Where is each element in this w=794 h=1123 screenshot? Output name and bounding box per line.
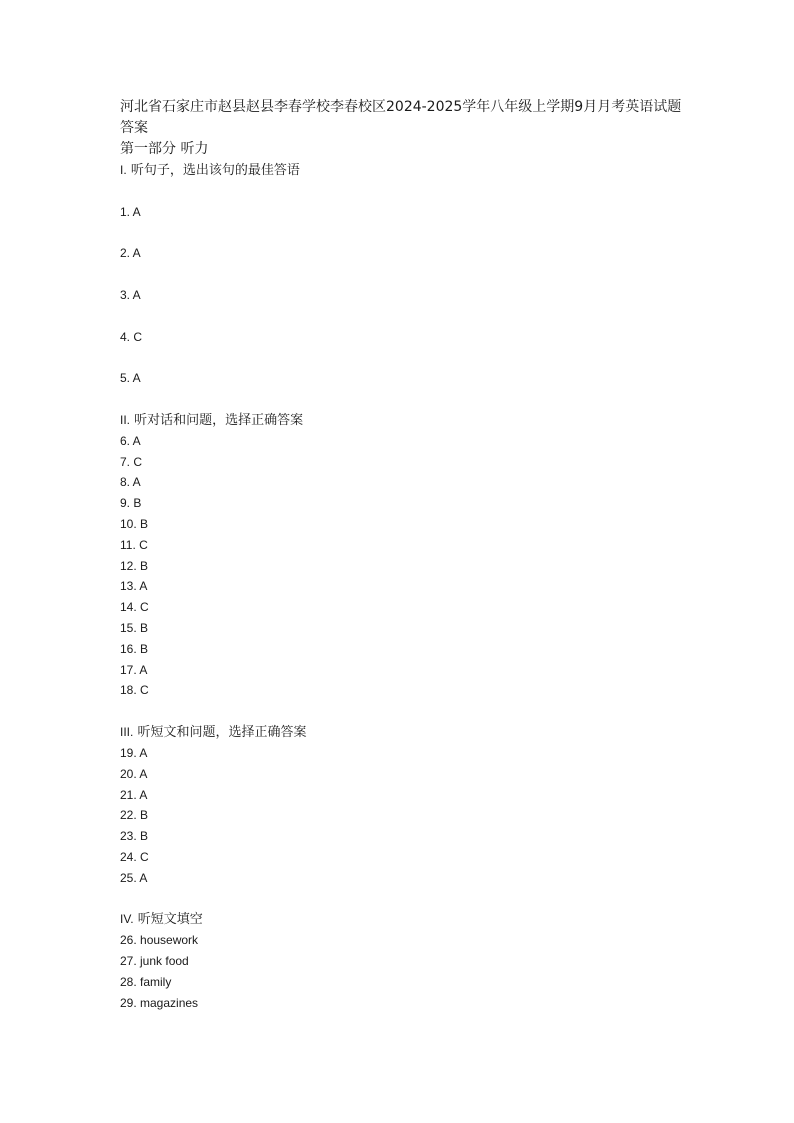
section-roman-2: II. xyxy=(120,412,131,427)
section-heading-2 xyxy=(120,410,700,431)
section-heading-text-2: 听对话和问题，选择正确答案 xyxy=(134,412,304,428)
answer-item: 8. A xyxy=(120,475,141,490)
answer-item: 3. A xyxy=(120,287,141,302)
document-page xyxy=(120,97,700,1013)
section-heading-text-4: 听短文填空 xyxy=(137,912,203,928)
answer-item: 25. A xyxy=(120,870,148,885)
answer-item: 28. family xyxy=(120,974,172,989)
answer-item: 17. A xyxy=(120,662,148,677)
answer-item: 5. A xyxy=(120,371,141,386)
spacer xyxy=(120,701,700,722)
section-roman-3: III. xyxy=(120,724,134,739)
answer-item: 1. A xyxy=(120,204,141,219)
document-title: 河北省石家庄市赵县赵县李春学校李春校区2024-2025学年八年级上学期9月月考英语试题 xyxy=(120,99,682,115)
answer-item: 12. B xyxy=(120,558,149,573)
spacer xyxy=(120,889,700,910)
answer-item: 23. B xyxy=(120,829,149,844)
answer-item: 7. C xyxy=(120,454,143,469)
answer-item: 10. B xyxy=(120,516,149,531)
answer-item: 15. B xyxy=(120,620,149,635)
section-heading-text-3: 听短文和问题，选择正确答案 xyxy=(137,724,307,740)
section-heading-4 xyxy=(120,909,700,930)
answer-item: 9. B xyxy=(120,496,142,511)
answer-item: 2. A xyxy=(120,246,141,261)
section-heading-3 xyxy=(120,722,700,743)
answer-item: 4. C xyxy=(120,329,143,344)
document-subtitle: 答案 xyxy=(120,120,148,136)
answer-item: 14. C xyxy=(120,600,149,615)
answer-item: 29. magazines xyxy=(120,995,199,1010)
spacer xyxy=(120,181,700,202)
answer-item: 18. C xyxy=(120,683,149,698)
section-heading-text-1: 听句子，选出该句的最佳答语 xyxy=(130,163,300,178)
answer-item: 16. B xyxy=(120,641,149,656)
answer-item: 26. housework xyxy=(120,933,199,948)
part-title: 第一部分 听力 xyxy=(120,141,209,157)
answer-item: 19. A xyxy=(120,745,148,760)
section-roman-1: I. xyxy=(120,163,127,177)
answer-item: 13. A xyxy=(120,579,148,594)
answer-item: 20. A xyxy=(120,766,148,781)
answer-item: 21. A xyxy=(120,787,148,802)
answer-item: 24. C xyxy=(120,849,149,864)
answer-item: 11. C xyxy=(120,537,148,552)
section-roman-4: IV. xyxy=(120,912,134,927)
answer-item: 22. B xyxy=(120,808,149,823)
answer-item: 6. A xyxy=(120,433,141,448)
section-heading-1 xyxy=(120,160,700,181)
answer-item: 27. junk food xyxy=(120,954,189,969)
